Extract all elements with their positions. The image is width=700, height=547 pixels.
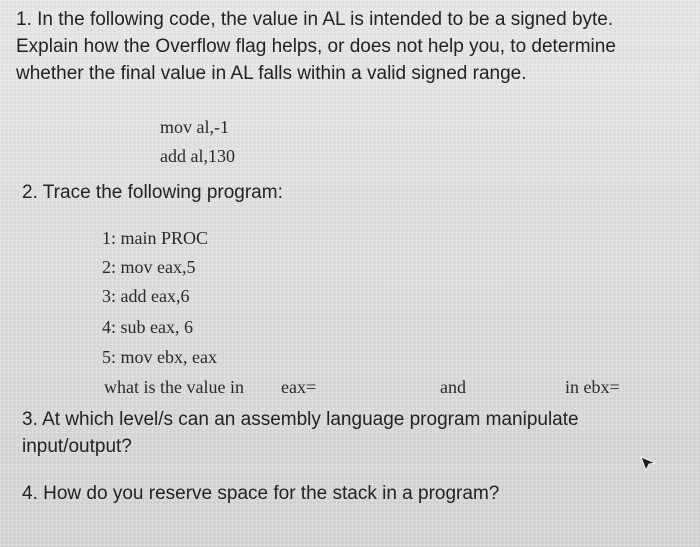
code-line-2: 2: mov eax,5 bbox=[102, 257, 196, 277]
code-line-4: 4: sub eax, 6 bbox=[102, 317, 193, 337]
arrow-cursor-icon bbox=[640, 455, 656, 471]
question-3-line-1: 3. At which level/s can an assembly language program manipulate bbox=[22, 409, 579, 430]
ebx-label: in ebx= bbox=[565, 377, 620, 397]
code-line-mov-al: mov al,-1 bbox=[160, 117, 229, 137]
code-line-add-al: add al,130 bbox=[160, 146, 235, 166]
question-3-line-2: input/output? bbox=[22, 436, 132, 457]
eax-label: eax= bbox=[281, 377, 317, 397]
question-1-line-2: Explain how the Overflow flag helps, or does not help you, to determine bbox=[16, 36, 616, 57]
question-4: 4. How do you reserve space for the stack in a program? bbox=[22, 483, 500, 504]
answer-prompt: what is the value in bbox=[104, 377, 244, 397]
question-3 bbox=[22, 406, 579, 460]
question-1-line-1: 1. In the following code, the value in AL is intended to be a signed byte. bbox=[16, 9, 614, 30]
and-label: and bbox=[440, 377, 466, 397]
code-line-3: 3: add eax,6 bbox=[102, 286, 190, 306]
code-line-1: 1: main PROC bbox=[102, 228, 209, 248]
question-1 bbox=[16, 6, 616, 87]
question-2-title: 2. Trace the following program: bbox=[22, 182, 283, 203]
question-1-line-3: whether the final value in AL falls within a valid signed range. bbox=[16, 63, 527, 84]
code-line-5: 5: mov ebx, eax bbox=[102, 347, 217, 367]
